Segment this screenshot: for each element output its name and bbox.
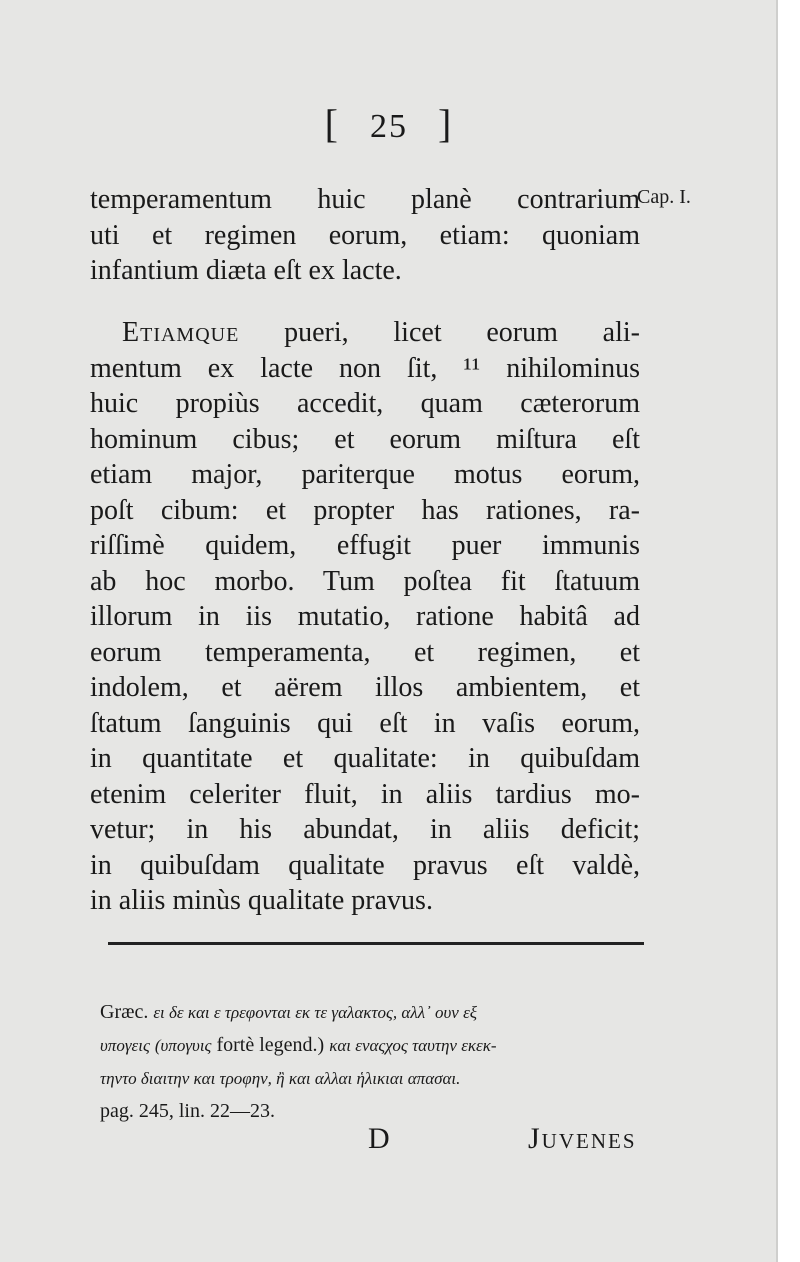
text-line: uti et regimen eorum, etiam: quoniam — [90, 219, 640, 251]
text-line: infantium diæta eſt ex lacte. — [90, 255, 402, 286]
text-line: vetur; in his abundat, in aliis deficit; — [90, 814, 640, 845]
page-number: 25 — [370, 108, 408, 145]
text-line: etenim celeriter fluit, in aliis tardius mo- — [90, 778, 640, 810]
text-line: temperamentum huic planè contrarium — [90, 184, 640, 215]
paragraph-1 — [90, 182, 640, 289]
text-line: ſtatum ſanguinis qui eſt in vaſis eorum, — [90, 707, 640, 739]
catchword: Juvenes — [528, 1122, 637, 1155]
opening-word: Etiamque — [122, 317, 240, 348]
text-line: in aliis minùs qualitate pravus. — [90, 885, 433, 916]
footnote-rule — [108, 942, 644, 945]
text-line: poſt cibum: et propter has rationes, ra- — [90, 494, 640, 526]
text-line: illorum in iis mutatio, ratione habitâ ad — [90, 601, 640, 632]
text-line: hominum cibus; et eorum miſtura eſt — [90, 423, 640, 455]
text-line: mentum ex lacte non ſit, ¹¹ nihilominus — [90, 352, 640, 384]
text-line: in quantitate et qualitate: in quibuſdam — [90, 743, 640, 774]
text-line: Etiamque pueri, licet eorum ali- — [122, 317, 640, 348]
footnote-line: Græc. ει δε και ε τρεφονται εκ τε γαλακτος, αλλ᾽ ουν εξ — [100, 1001, 478, 1023]
text-line: eorum temperamenta, et regimen, et — [90, 636, 640, 668]
page-header — [0, 100, 778, 147]
text-line: ab hoc morbo. Tum poſtea fit ſtatuum — [90, 565, 640, 597]
margin-note: Cap. I. — [637, 186, 691, 208]
text-line: in quibuſdam qualitate pravus eſt valdè, — [90, 849, 640, 881]
footnote-line: υπογεις (υπογυις fortè legend.) και εναςχος ταυτην εκεκ- — [100, 1034, 497, 1056]
signature-mark: D — [368, 1122, 390, 1155]
bracket-close: ] — [438, 101, 454, 146]
paragraph-2 — [90, 315, 640, 919]
text-line: riſſimè quidem, effugit puer immunis — [90, 530, 640, 561]
text-line: huic propiùs accedit, quam cæterorum — [90, 388, 640, 419]
footnote-label: Græc. — [100, 1001, 149, 1023]
page-edge — [778, 0, 800, 1262]
footnote-line: τηντο διαιτην και τροφην, ἢ και αλλαι ἡλικιαι απασαι. — [100, 1069, 461, 1088]
text-line: etiam major, pariterque motus eorum, — [90, 459, 640, 490]
text-line: indolem, et aërem illos ambientem, et — [90, 672, 640, 703]
footnote-line: pag. 245, lin. 22—23. — [100, 1100, 275, 1122]
bracket-open: [ — [324, 101, 340, 146]
footnote — [100, 996, 660, 1128]
